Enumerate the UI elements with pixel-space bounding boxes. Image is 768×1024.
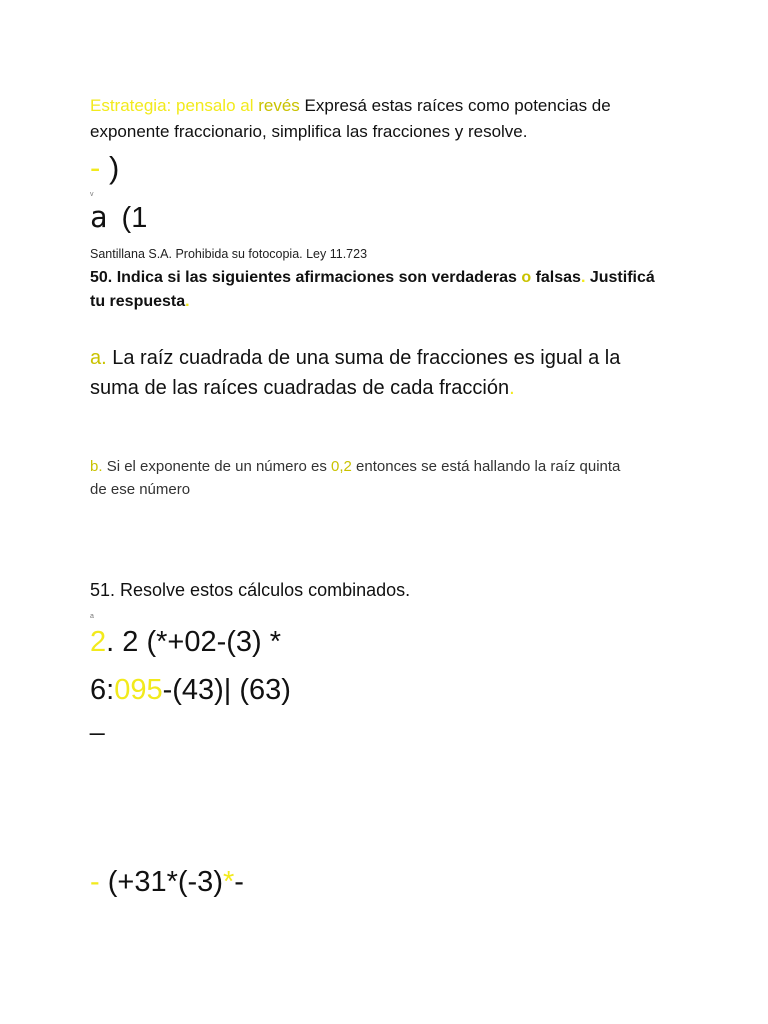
question-50-number: 50. — [90, 269, 113, 286]
calc-line-1 — [90, 626, 281, 659]
intro-paragraph — [90, 93, 611, 145]
calc-3-text: (+31*(-3) — [107, 866, 223, 898]
strategy-highlight: Estrategia: pensalo al — [90, 96, 254, 115]
question-50-text-3: Justificá — [589, 269, 655, 286]
question-50-line-1 — [90, 266, 655, 290]
calc-2-highlight: 095 — [114, 674, 163, 706]
item-a-line-2 — [90, 373, 620, 403]
item-b-line-2: de ese número — [90, 481, 191, 498]
question-50-text-2: falsas — [535, 269, 581, 286]
question-50-text-4: tu respuesta — [90, 293, 186, 310]
calc-3-dash: - — [90, 866, 100, 898]
intro-line-2: exponente fraccionario, simplifica las fracciones y resolve. — [90, 122, 528, 141]
intro-text-1: Expresá estas raíces como potencias de — [304, 96, 611, 115]
question-50-dot-2: . — [185, 293, 190, 310]
fragment-paren-close: ) — [108, 150, 120, 185]
calc-underscore: _ — [90, 706, 105, 736]
calc-line-3 — [90, 866, 244, 899]
calc-3-end: - — [234, 866, 244, 898]
item-b-value: 0,2 — [331, 458, 352, 475]
question-50-or: o — [521, 269, 532, 286]
item-a-line-1 — [90, 343, 620, 373]
fragment-dash: - — [90, 150, 101, 185]
calc-line-2 — [90, 674, 291, 707]
calc-1-text: . 2 (*+02-(3) * — [106, 626, 282, 658]
calc-3-star: * — [222, 866, 235, 898]
question-50-dot: . — [580, 269, 586, 286]
source-note: Santillana S.A. Prohibida su fotocopia. Ley 11.723 — [90, 247, 368, 261]
item-b-text-1: Si el exponente de un número es — [106, 458, 327, 475]
item-a-text-2: suma de las raíces cuadradas de cada fracción — [90, 377, 510, 399]
question-51-title: 51. Resolve estos cálculos combinados. — [90, 580, 411, 600]
fragment-letter-a: a — [90, 200, 108, 234]
calc-2-text-a: 6: — [90, 674, 115, 706]
calc-2-text-b: -(43)| (63) — [162, 674, 291, 706]
reves-highlight: revés — [258, 96, 300, 115]
calc-1-number: 2 — [90, 626, 107, 658]
item-b-text-2: entonces se está hallando la raíz quinta — [356, 458, 621, 475]
item-b-label: b. — [90, 458, 103, 475]
item-a — [90, 343, 620, 403]
fragment-a-paren — [90, 200, 147, 235]
item-a-label: a. — [90, 347, 107, 369]
question-50-text-1: Indica si las siguientes afirmaciones son verdaderas — [116, 269, 517, 286]
question-50-line-2 — [90, 290, 655, 314]
fragment-tiny-v: v — [90, 191, 94, 198]
question-50 — [90, 266, 655, 314]
item-a-dot: . — [509, 377, 515, 399]
item-b — [90, 455, 620, 501]
fragment-paren-one: (1 — [121, 202, 148, 234]
item-a-text-1: La raíz cuadrada de una suma de fracciones es igual a la — [112, 347, 621, 369]
intro-line-1 — [90, 93, 611, 119]
item-b-line-1 — [90, 455, 620, 478]
question-51-tiny-mark: a — [90, 613, 94, 620]
fragment-dash-paren — [90, 150, 119, 186]
